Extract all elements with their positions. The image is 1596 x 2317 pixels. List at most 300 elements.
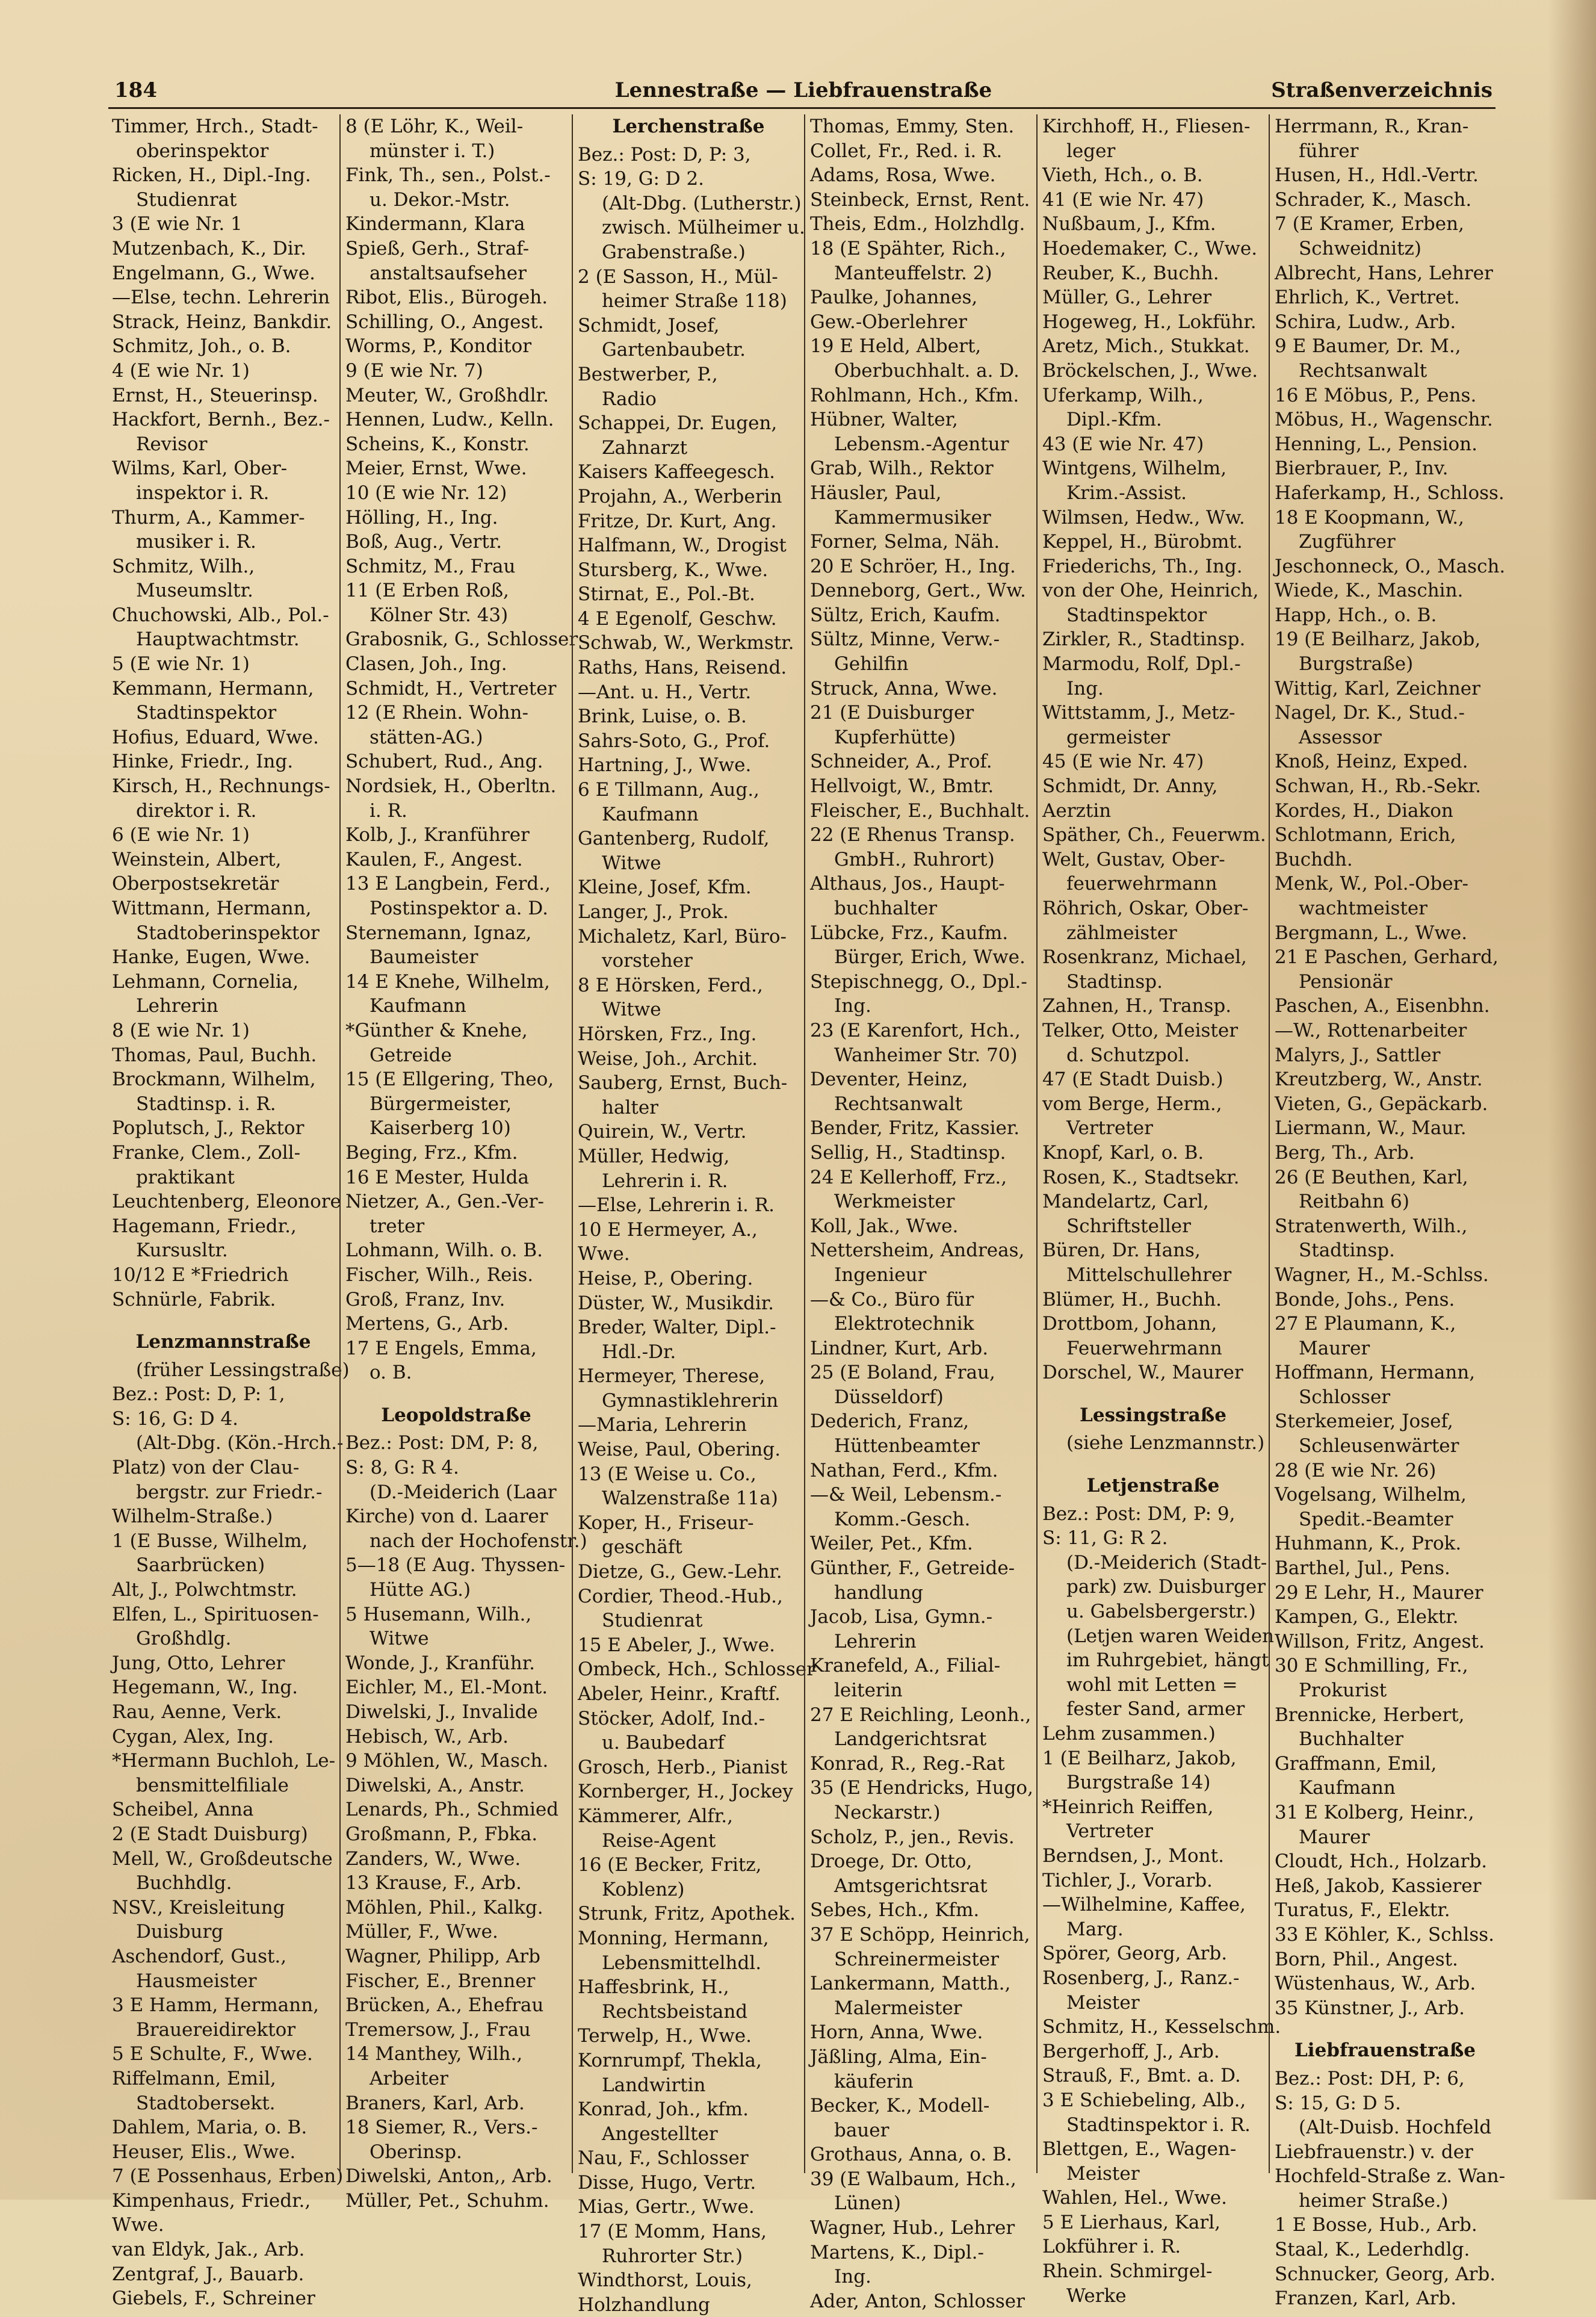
directory-entry: Rau, Aenne, Verk. — [112, 1701, 282, 1723]
directory-entry: Späther, Ch., Feuerwm. — [1042, 824, 1266, 846]
directory-entry: Schwan, H., Rb.-Sekr. — [1275, 775, 1481, 798]
directory-entry: (Letjen waren Weiden — [1066, 1625, 1275, 1647]
directory-entry: Bez.: Post: DM, P: 8, — [345, 1432, 539, 1454]
directory-entry: Uferkamp, Wilh., — [1042, 384, 1204, 406]
directory-entry: Rosenberg, J., Ranz.- — [1042, 1967, 1240, 1989]
directory-entry: inspektor i. R. — [136, 482, 270, 504]
directory-entry: Langer, J., Prok. — [578, 901, 729, 923]
directory-entry: Rhein. Schmirgel- — [1042, 2260, 1213, 2283]
directory-entry: 24 E Kellerhoff, Frz., — [810, 1166, 1007, 1188]
directory-entry: Vogelsang, Wilhelm, — [1275, 1484, 1467, 1506]
directory-entry: GmbH., Ruhrort) — [834, 848, 995, 870]
directory-entry: Revisor — [136, 433, 208, 455]
directory-entry: Studienrat — [602, 1610, 703, 1632]
directory-entry: Stepischnegg, O., Dpl.- — [810, 970, 1027, 993]
directory-entry: Platz) von der Clau- — [112, 1457, 300, 1479]
directory-entry: Bestwerber, P., — [578, 363, 718, 385]
directory-entry: 2 (E Sasson, H., Mül- — [578, 265, 778, 288]
directory-entry: Gartenbaubetr. — [602, 339, 746, 361]
directory-entry: heimer Straße.) — [1299, 2189, 1449, 2212]
directory-entry: Reitbahn 6) — [1299, 1191, 1409, 1213]
directory-entry: Rosen, K., Stadtsekr. — [1042, 1166, 1240, 1188]
directory-entry: Vertreter — [1066, 1117, 1153, 1140]
directory-entry: Jung, Otto, Lehrer — [112, 1652, 285, 1674]
directory-entry: Kämmerer, Alfr., — [578, 1805, 733, 1827]
directory-entry: Ader, Anton, Schlosser — [810, 2290, 1025, 2312]
directory-entry: Hermeyer, Therese, — [578, 1365, 766, 1388]
directory-entry: 25 (E Boland, Frau, — [810, 1362, 995, 1384]
directory-entry: Lehmann, Cornelia, — [112, 970, 299, 993]
directory-entry: Telker, Otto, Meister — [1042, 1019, 1239, 1041]
directory-entry: Dorschel, W., Maurer — [1042, 1362, 1243, 1384]
directory-entry: (D.-Meiderich (Stadt- — [1066, 1551, 1267, 1574]
directory-entry: Werkmeister — [834, 1191, 955, 1213]
directory-entry: Wwe. — [112, 2214, 164, 2236]
directory-entry: Ribot, Elis., Bürogeh. — [345, 287, 548, 309]
directory-entry: Meister — [1066, 1991, 1140, 2014]
directory-entry: Rohlmann, Hch., Kfm. — [810, 384, 1019, 406]
directory-entry: —Maria, Lehrerin — [578, 1414, 747, 1436]
directory-entry: 15 E Abeler, J., Wwe. — [578, 1634, 775, 1656]
directory-entry: 10 (E wie Nr. 12) — [345, 482, 507, 504]
directory-entry: Diwelski, A., Anstr. — [345, 1774, 525, 1796]
directory-entry: Wagner, Hub., Lehrer — [810, 2217, 1015, 2239]
directory-entry: Bierbrauer, P., Inv. — [1275, 458, 1449, 480]
directory-entry: Lebensm.-Agentur — [834, 433, 1009, 455]
directory-entry: Lebensmittelhdl. — [602, 1952, 762, 1974]
directory-entry: Kordes, H., Diakon — [1275, 799, 1453, 822]
directory-entry: Hütte AG.) — [370, 1579, 471, 1601]
directory-entry: buchhalter — [834, 898, 938, 919]
directory-entry: Stadtobersekt. — [136, 2092, 276, 2114]
directory-entry: Rosenkranz, Michael, — [1042, 946, 1247, 969]
page-title: Lennestraße — Liebfrauenstraße — [614, 78, 992, 102]
book-spine-shadow — [1548, 0, 1596, 2200]
directory-entry: Abeler, Heinr., Kraftf. — [578, 1683, 781, 1705]
directory-entry: Hebisch, W., Arb. — [345, 1725, 509, 1748]
directory-entry: Kursusltr. — [136, 1239, 228, 1262]
directory-entry: Halfmann, W., Drogist — [578, 535, 787, 557]
directory-entry: Weinstein, Albert, — [112, 848, 282, 870]
directory-entry: Prokurist — [1299, 1680, 1387, 1701]
directory-entry: Worms, P., Konditor — [345, 335, 532, 358]
directory-entry: Bonde, Johs., Pens. — [1275, 1288, 1455, 1310]
directory-entry: Bez.: Post: DM, P: 9, — [1042, 1503, 1236, 1525]
directory-entry: Wahlen, Hel., Wwe. — [1042, 2187, 1228, 2209]
directory-entry: Braners, Karl, Arb. — [345, 2092, 525, 2114]
directory-entry: 13 E Langbein, Ferd., — [345, 873, 551, 895]
directory-entry: Henning, L., Pension. — [1275, 433, 1477, 455]
directory-entry: Lübcke, Frz., Kaufm. — [810, 922, 1009, 944]
directory-entry: Witwe — [602, 999, 661, 1021]
directory-entry: Bez.: Post: DH, P: 6, — [1275, 2067, 1465, 2089]
directory-entry: Knoß, Heinz, Exped. — [1275, 751, 1468, 773]
directory-entry: musiker i. R. — [136, 531, 256, 553]
directory-entry: Witwe — [370, 1628, 429, 1650]
directory-entry: Deventer, Heinz, — [810, 1069, 968, 1091]
directory-entry: Nordsiek, H., Oberltn. — [345, 775, 557, 798]
directory-entry: Meister — [1066, 2162, 1140, 2185]
directory-entry: Born, Phil., Angest. — [1275, 1948, 1458, 1970]
directory-entry: Ing. — [834, 2266, 871, 2288]
directory-entry: Thomas, Emmy, Sten. — [810, 116, 1015, 137]
directory-entry: im Ruhrgebiet, hängt — [1066, 1649, 1269, 1672]
directory-entry: Knopf, Karl, o. B. — [1042, 1141, 1204, 1164]
column-2 — [339, 114, 587, 2212]
directory-entry: Getreide — [370, 1044, 452, 1066]
directory-entry: Graffmann, Emil, — [1275, 1752, 1437, 1775]
street-heading: Lerchenstraße — [612, 116, 765, 137]
directory-entry: Pensionär — [1299, 970, 1393, 993]
directory-entry: Nathan, Ferd., Kfm. — [810, 1459, 998, 1481]
section-title: Straßenverzeichnis — [1271, 78, 1492, 102]
directory-entry: Möhlen, Phil., Kalkg. — [345, 1896, 543, 1918]
directory-entry: —Else, Lehrerin i. R. — [578, 1194, 775, 1217]
directory-entry: Lohmann, Wilh. o. B. — [345, 1239, 543, 1262]
directory-entry: Stadtinsp. — [1299, 1239, 1395, 1262]
directory-entry: 18 Siemer, R., Vers.- — [345, 2117, 538, 2139]
directory-entry: i. R. — [370, 799, 407, 822]
directory-entry: 17 (E Momm, Hans, — [578, 2221, 767, 2243]
directory-entry: Grabenstraße.) — [602, 241, 746, 263]
directory-entry: Hennen, Ludw., Kelln. — [345, 409, 554, 431]
directory-entry: Collet, Fr., Red. i. R. — [810, 140, 1003, 162]
directory-entry: Wanheimer Str. 70) — [834, 1044, 1018, 1066]
directory-entry: 12 (E Rhein. Wohn- — [345, 702, 528, 724]
directory-entry: Kupferhütte) — [834, 726, 956, 748]
directory-entry: Kreutzberg, W., Anstr. — [1275, 1069, 1483, 1091]
directory-entry: Kleine, Josef, Kfm. — [578, 876, 752, 899]
directory-entry: Quirein, W., Vertr. — [578, 1121, 747, 1143]
directory-entry: treter — [370, 1215, 425, 1237]
column-1 — [107, 114, 350, 2310]
directory-entry: Staal, K., Lederhdlg. — [1275, 2239, 1470, 2261]
directory-entry: 19 E Held, Albert, — [810, 335, 982, 358]
directory-entry: 18 (E Spähter, Rich., — [810, 237, 1006, 259]
directory-entry: Zugführer — [1299, 531, 1396, 553]
directory-entry: Lehrerin — [136, 995, 218, 1017]
directory-entry: Spieß, Gerh., Straf- — [345, 237, 530, 259]
directory-entry: Schmitz, H., Kesselschm. — [1042, 2016, 1281, 2038]
directory-entry: Stratenwerth, Wilh., — [1275, 1215, 1468, 1237]
street-heading: Leopoldstraße — [381, 1404, 531, 1426]
directory-entry: Beging, Frz., Kfm. — [345, 1141, 518, 1164]
directory-entry: Schnürle, Fabrik. — [112, 1288, 276, 1310]
directory-entry: Häusler, Paul, — [810, 482, 942, 504]
directory-entry: Möbus, H., Wagenschr. — [1275, 409, 1493, 431]
directory-entry: bergstr. zur Friedr.- — [136, 1481, 323, 1503]
directory-entry: Schriftsteller — [1066, 1215, 1191, 1237]
directory-entry: Schmitz, Wilh., — [112, 555, 255, 577]
directory-entry: Schmitz, M., Frau — [345, 555, 516, 577]
directory-entry: Röhrich, Oskar, Ober- — [1042, 898, 1249, 919]
directory-entry: Kindermann, Klara — [345, 213, 525, 235]
directory-entry: o. B. — [370, 1362, 412, 1384]
directory-entry: Stursberg, K., Wwe. — [578, 559, 769, 581]
directory-entry: Monning, Hermann, — [578, 1927, 769, 1949]
directory-entry: 9 (E wie Nr. 7) — [345, 359, 483, 382]
directory-entry: Lindner, Kurt, Arb. — [810, 1337, 989, 1359]
directory-entry: Witwe — [602, 852, 661, 874]
directory-entry: park) zw. Duisburger — [1066, 1576, 1266, 1598]
directory-entry: Rechtsanwalt — [834, 1093, 963, 1115]
directory-entry: Kranefeld, A., Filial- — [810, 1655, 1001, 1677]
directory-entry: Jeschonneck, O., Masch. — [1275, 555, 1506, 577]
directory-entry: Clasen, Joh., Ing. — [345, 653, 507, 675]
page-header — [114, 78, 1492, 114]
directory-entry: Eichler, M., El.-Mont. — [345, 1676, 548, 1699]
directory-entry: Timmer, Hrch., Stadt- — [112, 116, 318, 137]
directory-entry: 5—18 (E Aug. Thyssen- — [345, 1554, 566, 1577]
directory-entry: Scheins, K., Konstr. — [345, 433, 530, 455]
directory-entry: Bez.: Post: D, P: 1, — [112, 1383, 285, 1406]
directory-entry: Ehrlich, K., Vertret. — [1275, 287, 1460, 309]
directory-entry: Zahnarzt — [602, 436, 688, 459]
directory-entry: Kimpenhaus, Friedr., — [112, 2189, 311, 2212]
directory-entry: Wilhelm-Straße.) — [112, 1506, 273, 1528]
directory-entry: Dederich, Franz, — [810, 1410, 970, 1433]
directory-entry: Elektrotechnik — [834, 1313, 974, 1335]
directory-entry: Wüstenhaus, W., Arb. — [1275, 1973, 1476, 1995]
directory-entry: Wilms, Karl, Ober- — [112, 458, 288, 480]
directory-entry: Huhmann, K., Prok. — [1275, 1533, 1462, 1555]
directory-entry: Lehrerin — [834, 1630, 917, 1652]
directory-entry: Spörer, Georg, Arb. — [1042, 1943, 1228, 1965]
directory-entry: Großhdlg. — [136, 1628, 232, 1650]
directory-entry: Ing. — [834, 995, 871, 1017]
directory-entry: Kaisers Kaffeegesch. — [578, 461, 776, 483]
directory-entry: Hüttenbeamter — [834, 1435, 980, 1457]
directory-entry: heimer Straße 118) — [602, 290, 787, 312]
directory-entry: 3 E Hamm, Hermann, — [112, 1994, 319, 2017]
directory-entry: Ernst, H., Steuerinsp. — [112, 384, 318, 406]
directory-entry: 37 E Schöpp, Heinrich, — [810, 1923, 1030, 1946]
directory-entry: Hochfeld-Straße z. Wan- — [1275, 2165, 1506, 2188]
directory-entry: Buchhalter — [1299, 1728, 1404, 1751]
directory-entry: Schneider, A., Prof. — [810, 751, 992, 773]
directory-entry: Riffelmann, Emil, — [112, 2067, 276, 2089]
directory-entry: Hegemann, W., Ing. — [112, 1676, 298, 1699]
directory-entry: Hogeweg, H., Lokführ. — [1042, 311, 1257, 333]
directory-entry: *Heinrich Reiffen, — [1042, 1796, 1214, 1818]
directory-entry: (siehe Lenzmannstr.) — [1066, 1432, 1265, 1454]
directory-entry: Schlotmann, Erich, — [1275, 824, 1456, 846]
directory-entry: Sellig, H., Stadtinsp. — [810, 1141, 1006, 1164]
directory-entry: handlung — [834, 1581, 923, 1604]
directory-entry: Stadtinspektor i. R. — [1066, 2114, 1251, 2136]
directory-entry: Malermeister — [834, 1997, 962, 2019]
directory-entry: Kirche) von d. Laarer — [345, 1506, 548, 1528]
directory-entry: Kaufmann — [370, 995, 466, 1017]
directory-entry: 33 E Köhler, K., Schlss. — [1275, 1923, 1494, 1946]
directory-entry: 8 (E wie Nr. 1) — [112, 1019, 250, 1041]
directory-entry: Fischer, E., Brenner — [345, 1970, 536, 1992]
directory-entry: Düster, W., Musikdir. — [578, 1292, 774, 1314]
street-heading: Liebfrauenstraße — [1294, 2039, 1476, 2062]
directory-entry: germeister — [1066, 726, 1171, 748]
directory-entry: fester Sand, armer — [1066, 1698, 1245, 1720]
directory-entry: 45 (E wie Nr. 47) — [1042, 751, 1204, 773]
page-number: 184 — [114, 78, 157, 102]
directory-entry: 9 Möhlen, W., Masch. — [345, 1750, 549, 1772]
directory-entry: Strunk, Fritz, Apothek. — [578, 1903, 796, 1925]
directory-entry: Cygan, Alex, Ing. — [112, 1725, 274, 1748]
directory-entry: Konrad, R., Reg.-Rat — [810, 1752, 1005, 1775]
directory-entry: 4 E Egenolf, Geschw. — [578, 607, 777, 630]
directory-entry: Stadtinspektor — [1066, 604, 1207, 626]
directory-entry: Koll, Jak., Wwe. — [810, 1215, 959, 1237]
directory-entry: 35 (E Hendricks, Hugo, — [810, 1777, 1033, 1799]
directory-entry: Lehrerin i. R. — [602, 1170, 728, 1192]
directory-entry: stätten-AG.) — [370, 726, 483, 748]
directory-entry: Schnucker, Georg, Arb. — [1275, 2263, 1496, 2285]
directory-entry: Kornrumpf, Thekla, — [578, 2049, 762, 2071]
directory-entry: Holzhandlung — [578, 2294, 710, 2316]
directory-entry: Brockmann, Wilhelm, — [112, 1069, 316, 1091]
directory-entry: Kaufmann — [1299, 1777, 1396, 1799]
directory-entry: Büren, Dr. Hans, — [1042, 1239, 1201, 1262]
directory-entry: Oberinsp. — [370, 2141, 462, 2163]
directory-entry: Müller, G., Lehrer — [1042, 287, 1212, 309]
directory-entry: Steinbeck, Ernst, Rent. — [810, 188, 1030, 211]
directory-entry: Elfen, L., Spirituosen- — [112, 1603, 319, 1625]
directory-entry: Amtsgerichtsrat — [834, 1875, 988, 1897]
directory-entry: Dietze, G., Gew.-Lehr. — [578, 1561, 782, 1583]
directory-entry: Heuser, Elis., Wwe. — [112, 2141, 296, 2163]
directory-entry: leiterin — [834, 1680, 903, 1701]
directory-entry: Museumsltr. — [136, 580, 253, 602]
directory-entry: Saarbrücken) — [136, 1554, 265, 1577]
directory-entry: Schreinermeister — [834, 1948, 999, 1970]
directory-entry: —& Weil, Lebensm.- — [810, 1484, 1002, 1506]
directory-entry: Schlosser — [1299, 1386, 1391, 1408]
directory-entry: (Alt-Dbg. (Lutherstr.) — [602, 192, 802, 214]
directory-entry: Sauberg, Ernst, Buch- — [578, 1072, 788, 1094]
directory-entry: 18 E Koopmann, W., — [1275, 506, 1464, 529]
directory-entry: —Ant. u. H., Vertr. — [578, 681, 752, 703]
directory-entry: Brücken, A., Ehefrau — [345, 1994, 544, 2017]
directory-entry: Aerztin — [1042, 799, 1112, 822]
directory-entry: Adams, Rosa, Wwe. — [810, 164, 996, 187]
directory-entry: Hoffmann, Hermann, — [1275, 1362, 1476, 1384]
directory-entry: Zentgraf, J., Bauarb. — [112, 2263, 305, 2285]
directory-entry: Stadtinsp. i. R. — [136, 1093, 276, 1115]
directory-entry: Hanke, Eugen, Wwe. — [112, 946, 311, 969]
directory-entry: Aschendorf, Gust., — [112, 1945, 287, 1967]
directory-entry: Schmidt, Josef, — [578, 314, 720, 337]
directory-entry: oberinspektor — [136, 140, 269, 162]
directory-entry: 17 E Engels, Emma, — [345, 1337, 537, 1359]
directory-entry: Studienrat — [136, 188, 237, 211]
directory-entry: Grosch, Herb., Pianist — [578, 1756, 788, 1778]
directory-entry: Hauptwachtmstr. — [136, 628, 300, 651]
directory-entry: Disse, Hugo, Vertr. — [578, 2171, 756, 2194]
directory-entry: 23 (E Karenfort, Hch., — [810, 1019, 1021, 1041]
directory-entry: Schilling, O., Angest. — [345, 311, 544, 333]
directory-entry: Oberpostsekretär — [112, 873, 279, 895]
directory-entry: Schweidnitz) — [1299, 237, 1421, 259]
directory-entry: Postinspektor a. D. — [370, 898, 548, 919]
directory-entry: Diwelski, Anton,, Arb. — [345, 2165, 552, 2188]
directory-entry: Ing. — [1066, 677, 1104, 699]
directory-entry: Stadtinspektor — [136, 702, 277, 724]
directory-entry: Ingenieur — [834, 1264, 927, 1286]
directory-entry: Schubert, Rud., Ang. — [345, 751, 543, 773]
directory-entry: Kornberger, H., Jockey — [578, 1781, 793, 1803]
directory-entry: Michaletz, Karl, Büro- — [578, 925, 787, 948]
directory-entry: Hartning, J., Wwe. — [578, 754, 752, 777]
directory-entry: 30 E Schmilling, Fr., — [1275, 1655, 1468, 1677]
directory-entry: Konrad, Joh., kfm. — [578, 2098, 749, 2121]
directory-entry: Mandelartz, Carl, — [1042, 1191, 1209, 1213]
directory-entry: 31 E Kolberg, Heinr., — [1275, 1801, 1474, 1823]
directory-entry: —& Co., Büro für — [810, 1288, 974, 1310]
directory-entry: Friederichs, Th., Ing. — [1042, 555, 1243, 577]
directory-entry: Giebels, F., Schreiner — [112, 2288, 315, 2310]
directory-entry: Hübner, Walter, — [810, 409, 958, 431]
directory-entry: 10/12 E *Friedrich — [112, 1264, 289, 1286]
directory-entry: 1 (E Busse, Wilhelm, — [112, 1530, 308, 1552]
directory-entry: d. Schutzpol. — [1066, 1044, 1190, 1066]
directory-entry: Sültz, Minne, Verw.- — [810, 628, 1000, 651]
directory-entry: 1 E Bosse, Hub., Arb. — [1275, 2214, 1477, 2236]
directory-entry: Liebfrauenstr.) v. der — [1275, 2141, 1473, 2163]
column-3 — [572, 114, 815, 2316]
directory-entry: Paschen, A., Eisenbhn. — [1275, 995, 1490, 1017]
directory-entry: Scholz, P., jen., Revis. — [810, 1826, 1015, 1848]
directory-entry: Stöcker, Adolf, Ind.- — [578, 1707, 766, 1729]
directory-entry: Aretz, Mich., Stukkat. — [1042, 335, 1250, 358]
directory-entry: 41 (E wie Nr. 47) — [1042, 188, 1204, 211]
directory-entry: Vieth, Hch., o. B. — [1042, 164, 1203, 187]
directory-entry: Mell, W., Großdeutsche — [112, 1847, 333, 1870]
directory-entry: Wittmann, Hermann, — [112, 898, 312, 919]
directory-entry: Schmidt, H., Vertreter — [345, 677, 557, 699]
directory-entry: 14 E Knehe, Wilhelm, — [345, 970, 550, 993]
directory-entry: Schira, Ludw., Arb. — [1275, 311, 1456, 333]
directory-entry: (Alt-Duisb. Hochfeld — [1299, 2117, 1492, 2139]
directory-entry: S: 11, G: R 2. — [1042, 1527, 1168, 1549]
directory-entry: Vertreter — [1066, 1820, 1153, 1843]
directory-entry: Burgstraße) — [1299, 653, 1414, 675]
directory-entry: 29 E Lehr, H., Maurer — [1275, 1581, 1483, 1604]
directory-entry: Kammermusiker — [834, 506, 991, 529]
directory-entry: 7 (E Possenhaus, Erben) — [112, 2165, 344, 2188]
directory-entry: 28 (E wie Nr. 26) — [1275, 1459, 1437, 1481]
directory-entry: Tremersow, J., Frau — [345, 2018, 531, 2041]
directory-entry: anstaltsaufseher — [370, 262, 527, 284]
directory-entry: münster i. T.) — [370, 140, 495, 162]
directory-entry: Kirsch, H., Rechnungs- — [112, 775, 330, 798]
directory-entry: Sültz, Erich, Kaufm. — [810, 604, 1001, 626]
directory-entry: (früher Lessingstraße) — [136, 1359, 350, 1381]
directory-entry: Lokführer i. R. — [1042, 2236, 1181, 2258]
directory-entry: Zahnen, H., Transp. — [1042, 995, 1232, 1017]
directory-entry: Sahrs-Soto, G., Prof. — [578, 730, 770, 752]
directory-entry: Raths, Hans, Reisend. — [578, 657, 787, 679]
directory-entry: Stirnat, E., Pol.-Bt. — [578, 583, 755, 606]
directory-entry: 11 (E Erben Roß, — [345, 580, 509, 602]
directory-entry: Blümer, H., Buchh. — [1042, 1288, 1222, 1310]
directory-entry: Reise-Agent — [602, 1829, 716, 1852]
directory-entry: 47 (E Stadt Duisb.) — [1042, 1069, 1223, 1091]
directory-entry: 15 (E Ellgering, Theo, — [345, 1069, 554, 1091]
directory-entry: Nettersheim, Andreas, — [810, 1239, 1025, 1262]
directory-entry: Landgerichtsrat — [834, 1728, 987, 1751]
directory-entry: Strauß, F., Bmt. a. D. — [1042, 2065, 1241, 2087]
directory-entry: Sternemann, Ignaz, — [345, 922, 532, 944]
directory-entry: 43 (E wie Nr. 47) — [1042, 433, 1204, 455]
